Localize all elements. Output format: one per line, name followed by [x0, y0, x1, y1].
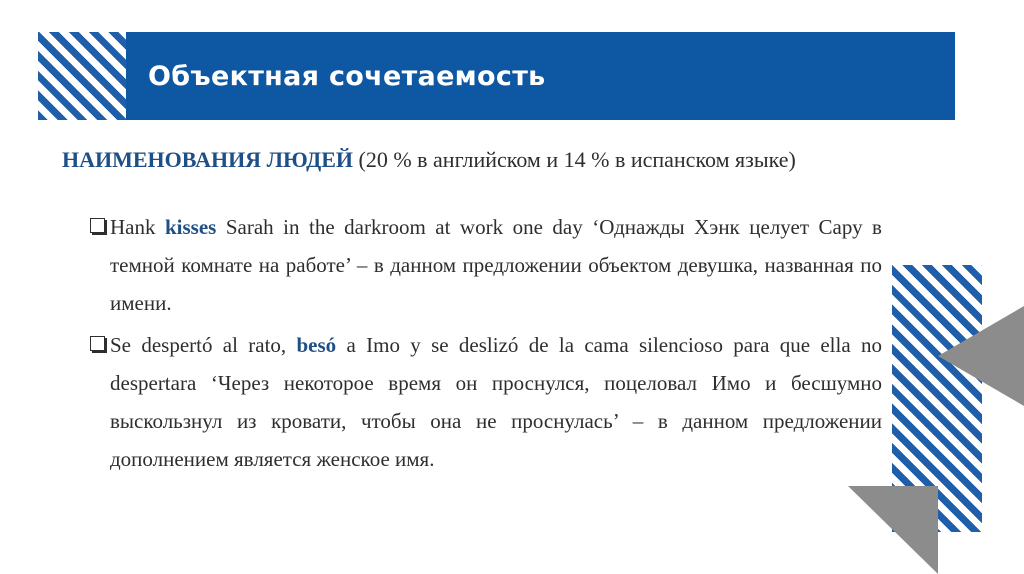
slide-content [62, 146, 882, 482]
checkbox-bullet-icon [90, 218, 105, 233]
bullet-text-pre: Se despertó al rato, [110, 333, 297, 357]
heading-rest: (20 % в английском и 14 % в испанском языке) [353, 147, 796, 172]
list-item [62, 208, 882, 322]
striped-decoration-top [38, 32, 126, 120]
list-item [62, 326, 882, 478]
title-bar [126, 32, 955, 120]
checkbox-bullet-icon [90, 336, 105, 351]
bullet-text-pre: Hank [110, 215, 165, 239]
bullet-keyword: besó [296, 333, 337, 357]
bullet-list [62, 208, 882, 478]
heading-strong: НАИМЕНОВАНИЯ ЛЮДЕЙ [62, 147, 353, 172]
slide-title: Объектная сочетаемость [148, 60, 546, 92]
bullet-text-post: Sarah in the darkroom at work one day ‘Однажды Хэнк целует Сару в темной комнате на работе’ – в данном предложении объектом девушка, названная по имени. [110, 215, 882, 315]
bullet-keyword: kisses [164, 215, 217, 239]
gray-triangle-bottom [848, 486, 938, 574]
bullet-text-post: a Imo y se deslizó de la cama silencioso para que ella no despertara ‘Через некоторое время он проснулся, поцеловал Имо и бесшумно выскользнул из кровати, чтобы она не проснулась’ – в данном предложении дополнением является женское имя. [110, 333, 882, 471]
section-heading [62, 146, 882, 174]
